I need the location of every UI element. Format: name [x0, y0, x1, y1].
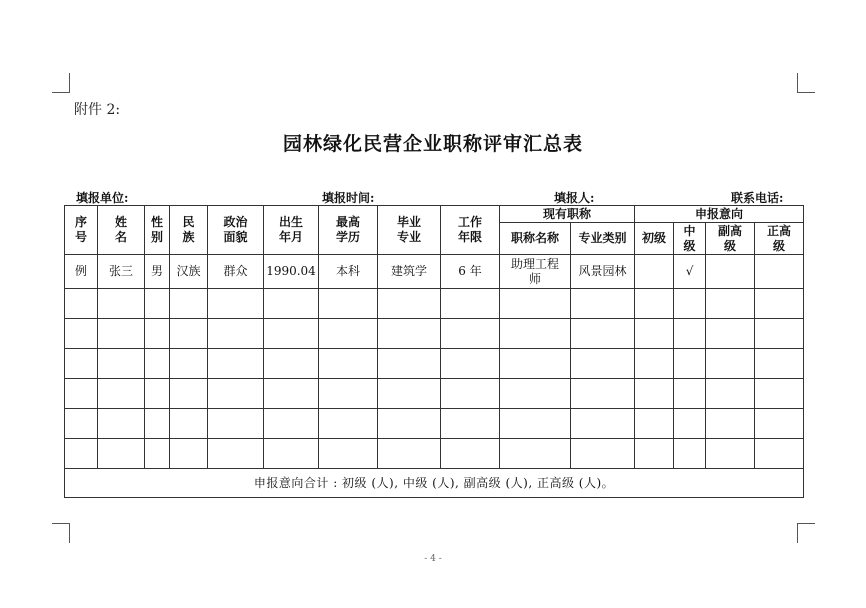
cell-middle-check: √: [674, 255, 706, 289]
header-senior: [755, 223, 804, 255]
header-junior: 初级: [635, 223, 674, 255]
cell-ethnicity: 汉族: [170, 255, 208, 289]
crop-mark: [69, 523, 70, 543]
cell-education: 本科: [319, 255, 378, 289]
cell-major: 建筑学: [378, 255, 441, 289]
header-deputy-senior-text: 副高级: [718, 223, 743, 253]
header-deputy-senior: [706, 223, 755, 255]
fill-time-label: 填报时间:: [322, 191, 375, 205]
table-row-example: [65, 255, 804, 289]
header-intent-group: 申报意向: [635, 206, 804, 223]
header-education: [319, 206, 378, 255]
header-category: 专业类别: [571, 223, 635, 255]
header-years-text: 工作年限: [458, 215, 483, 244]
header-major-text: 毕业专业: [397, 215, 422, 244]
crop-mark: [52, 523, 69, 524]
table-row: [65, 319, 804, 349]
header-gender: [145, 206, 170, 255]
table-row: [65, 439, 804, 469]
header-gender-text: 性别: [151, 215, 164, 244]
cell-seq: 例: [65, 255, 98, 289]
header-education-text: 最高学历: [336, 215, 361, 244]
cell-birth: 1990.04: [264, 255, 319, 289]
cell-years: 6 年: [441, 255, 500, 289]
header-middle: [674, 223, 706, 255]
crop-mark: [798, 523, 815, 524]
fill-person-label: 填报人:: [554, 191, 595, 205]
summary-table: [64, 205, 804, 498]
header-major: [378, 206, 441, 255]
header-politics: [208, 206, 264, 255]
cell-category: 风景园林: [571, 255, 635, 289]
table-row: [65, 349, 804, 379]
header-name: [98, 206, 145, 255]
header-ethnicity-text: 民族: [182, 215, 195, 244]
fill-unit-label: 填报单位:: [76, 191, 129, 205]
header-current-title-group: 现有职称: [500, 206, 635, 223]
header-years: [441, 206, 500, 255]
cell-title-name-text: 助理工程师: [510, 256, 559, 286]
header-birth-text: 出生年月: [279, 215, 304, 244]
header-name-text: 姓名: [115, 215, 128, 244]
attachment-label: 附件 2:: [74, 102, 121, 118]
table-row: [65, 289, 804, 319]
header-politics-text: 政治面貌: [223, 215, 248, 244]
crop-mark: [69, 73, 70, 93]
crop-mark: [797, 73, 798, 93]
crop-mark: [798, 92, 815, 93]
cell-deputy-senior: [706, 255, 755, 289]
table-row: [65, 379, 804, 409]
cell-politics: 群众: [208, 255, 264, 289]
cell-senior: [755, 255, 804, 289]
contact-phone-label: 联系电话:: [731, 191, 784, 205]
table-row: [65, 409, 804, 439]
page-number: - 4 -: [424, 554, 442, 564]
header-title-name: 职称名称: [500, 223, 571, 255]
header-senior-text: 正高级: [767, 223, 792, 253]
crop-mark: [52, 92, 69, 93]
header-seq: [65, 206, 98, 255]
crop-mark: [797, 523, 798, 543]
page-title: 园林绿化民营企业职称评审汇总表: [282, 133, 583, 155]
header-seq-text: 序号: [75, 215, 88, 244]
intent-total-summary: 申报意向合计 : 初级 (人), 中级 (人), 副高级 (人), 正高级 (人)。: [65, 469, 804, 498]
header-ethnicity: [170, 206, 208, 255]
header-middle-text: 中级: [683, 223, 696, 253]
cell-gender: 男: [145, 255, 170, 289]
header-birth: [264, 206, 319, 255]
cell-junior: [635, 255, 674, 289]
cell-name: 张三: [98, 255, 145, 289]
cell-title-name: [500, 255, 571, 289]
